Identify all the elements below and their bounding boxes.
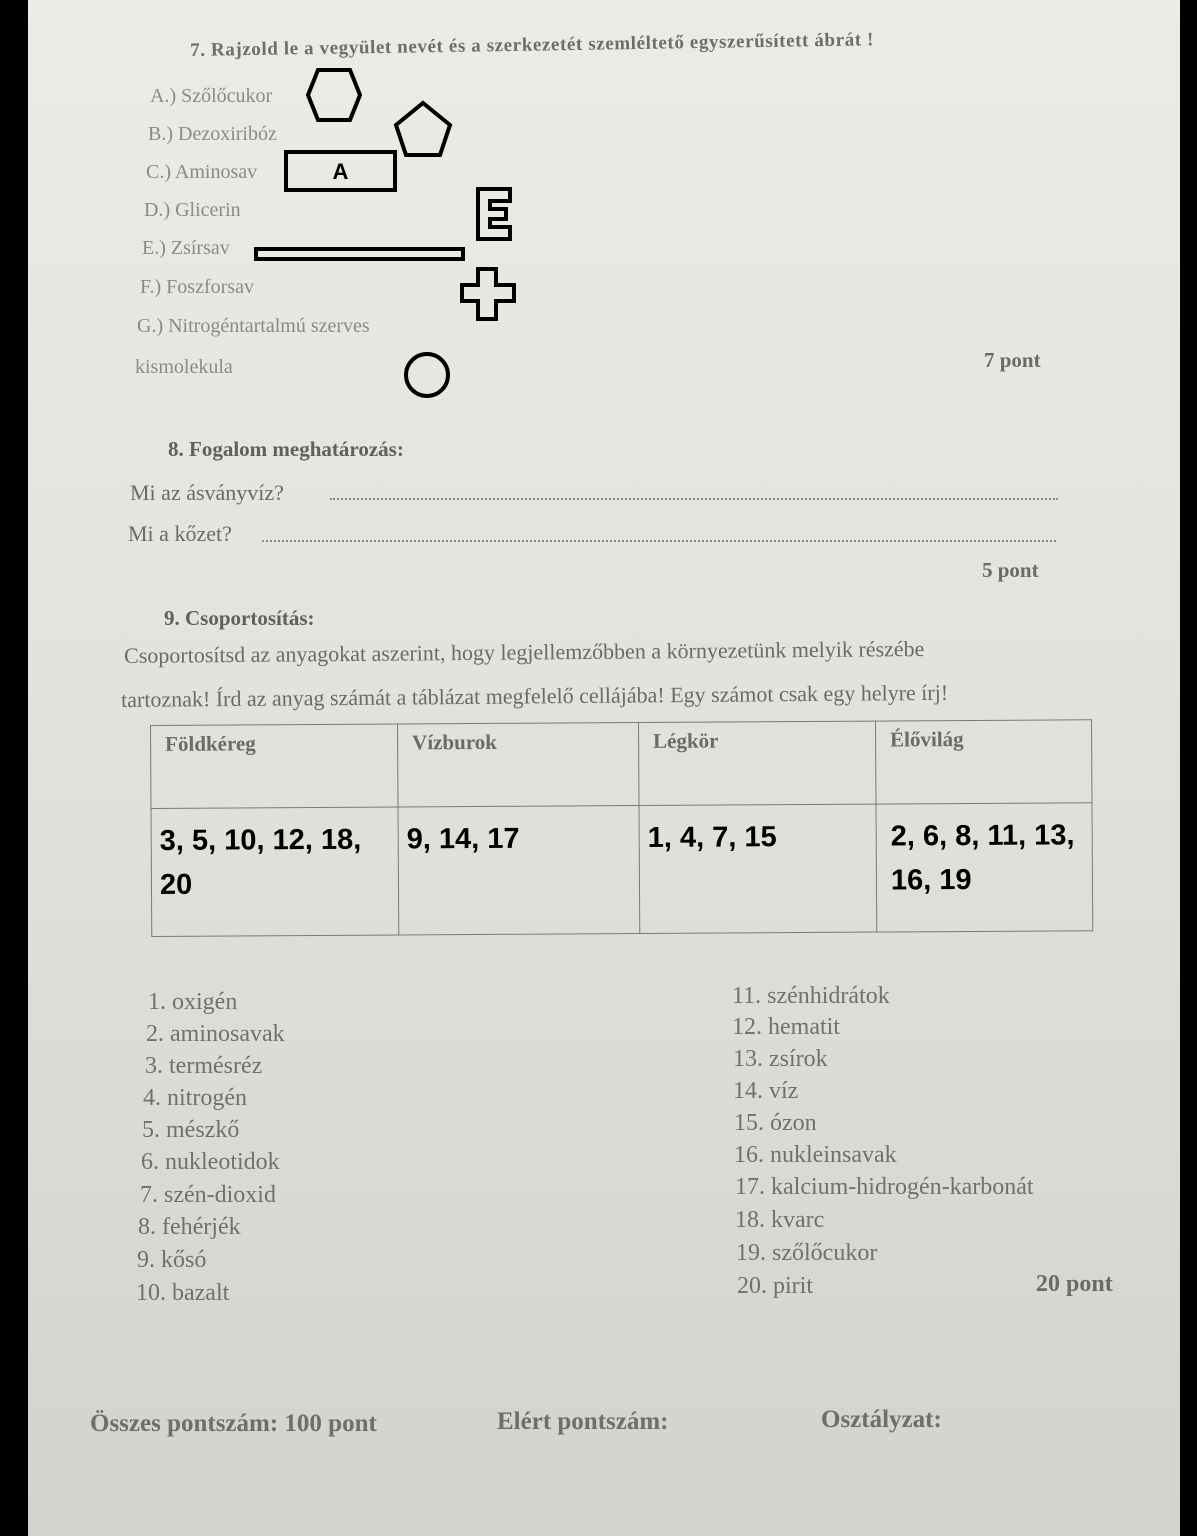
q8-question-rock: Mi a kőzet?	[128, 521, 232, 546]
answer-biosphere[interactable]: 2, 6, 8, 11, 13, 16, 19	[876, 803, 1093, 932]
list-item: 14. víz	[733, 1078, 799, 1104]
grouping-table	[150, 719, 1093, 937]
q9-instruction-2: tartoznak! Írd az anyag számát a táblázat megfelelő cellájába! Egy számot csak egy helyre írj!	[121, 679, 949, 712]
list-item: 15. ózon	[734, 1110, 817, 1136]
q7-item-phosphoric: F.) Foszforsav	[140, 276, 254, 298]
list-item: 19. szőlőcukor	[736, 1240, 878, 1266]
list-item: 7. szén-dioxid	[140, 1182, 276, 1208]
list-item: 17. kalcium-hidrogén-karbonát	[735, 1174, 1034, 1200]
q7-title: 7. Rajzold le a vegyület nevét és a szerkezetét szemléltető egyszerűsített ábrát !	[190, 29, 875, 61]
list-item: 5. mészkő	[142, 1117, 240, 1143]
list-item: 6. nukleotidok	[141, 1149, 280, 1175]
hexagon-icon	[300, 62, 370, 128]
list-item: 4. nitrogén	[143, 1085, 247, 1111]
list-item: 13. zsírok	[733, 1046, 828, 1072]
header-atmosphere: Légkör	[638, 721, 876, 805]
header-biosphere: Élővilág	[875, 720, 1092, 804]
long-bar	[254, 247, 465, 261]
q7-item-fattyacid: E.) Zsírsav	[142, 237, 230, 259]
q9-points: 20 pont	[1036, 1271, 1113, 1297]
q8-answer-line-2	[262, 540, 1056, 542]
q8-title: 8. Fogalom meghatározás:	[168, 437, 404, 461]
q8-points: 5 pont	[982, 558, 1039, 582]
aminoacid-box: A	[284, 150, 397, 192]
cross-icon	[456, 263, 522, 325]
answer-hydrosphere[interactable]: 9, 14, 17	[398, 806, 640, 935]
list-item: 2. aminosavak	[146, 1021, 285, 1047]
q7-item-glycerol: D.) Glicerin	[144, 199, 241, 221]
q7-item-deoxyribose: B.) Dezoxiribóz	[148, 123, 277, 145]
list-item: 18. kvarc	[735, 1207, 825, 1233]
list-item: 11. szénhidrátok	[732, 983, 890, 1009]
answer-atmosphere[interactable]: 1, 4, 7, 15	[639, 804, 877, 933]
e-shape-icon	[470, 183, 520, 245]
list-item: 20. pirit	[737, 1273, 813, 1299]
answer-crust[interactable]: 3, 5, 10, 12, 18, 20	[151, 807, 399, 937]
q7-points: 7 pont	[984, 348, 1041, 372]
q7-item-smallmolecule: kismolekula	[135, 356, 233, 378]
list-item: 3. termésréz	[145, 1053, 263, 1079]
q9-title: 9. Csoportosítás:	[164, 606, 315, 630]
grade-label: Osztályzat:	[821, 1406, 942, 1433]
table-answer-row	[151, 803, 1093, 937]
list-item: 10. bazalt	[136, 1280, 230, 1306]
total-points: Összes pontszám: 100 pont	[90, 1410, 377, 1437]
q7-item-glucose: A.) Szőlőcukor	[150, 85, 273, 107]
circle-icon	[400, 348, 456, 404]
list-item: 12. hematit	[732, 1014, 840, 1040]
achieved-points-label: Elért pontszám:	[497, 1408, 669, 1435]
list-item: 16. nukleinsavak	[734, 1142, 897, 1168]
list-item: 1. oxigén	[148, 989, 238, 1015]
q8-answer-line-1	[330, 498, 1058, 500]
q8-question-mineralwater: Mi az ásványvíz?	[130, 480, 284, 505]
q7-item-nitrogenous: G.) Nitrogéntartalmú szerves	[137, 315, 370, 337]
header-hydrosphere: Vízburok	[397, 723, 639, 807]
q9-instruction-1: Csoportosítsd az anyagokat aszerint, hogy legjellemzőbben a környezetünk melyik részébe	[124, 636, 925, 668]
list-item: 9. kősó	[137, 1247, 207, 1273]
q7-item-aminoacid: C.) Aminosav	[146, 161, 258, 183]
table-header-row	[151, 720, 1092, 809]
header-crust: Földkéreg	[151, 724, 399, 809]
list-item: 8. fehérjék	[138, 1214, 241, 1240]
pentagon-icon	[388, 97, 458, 163]
